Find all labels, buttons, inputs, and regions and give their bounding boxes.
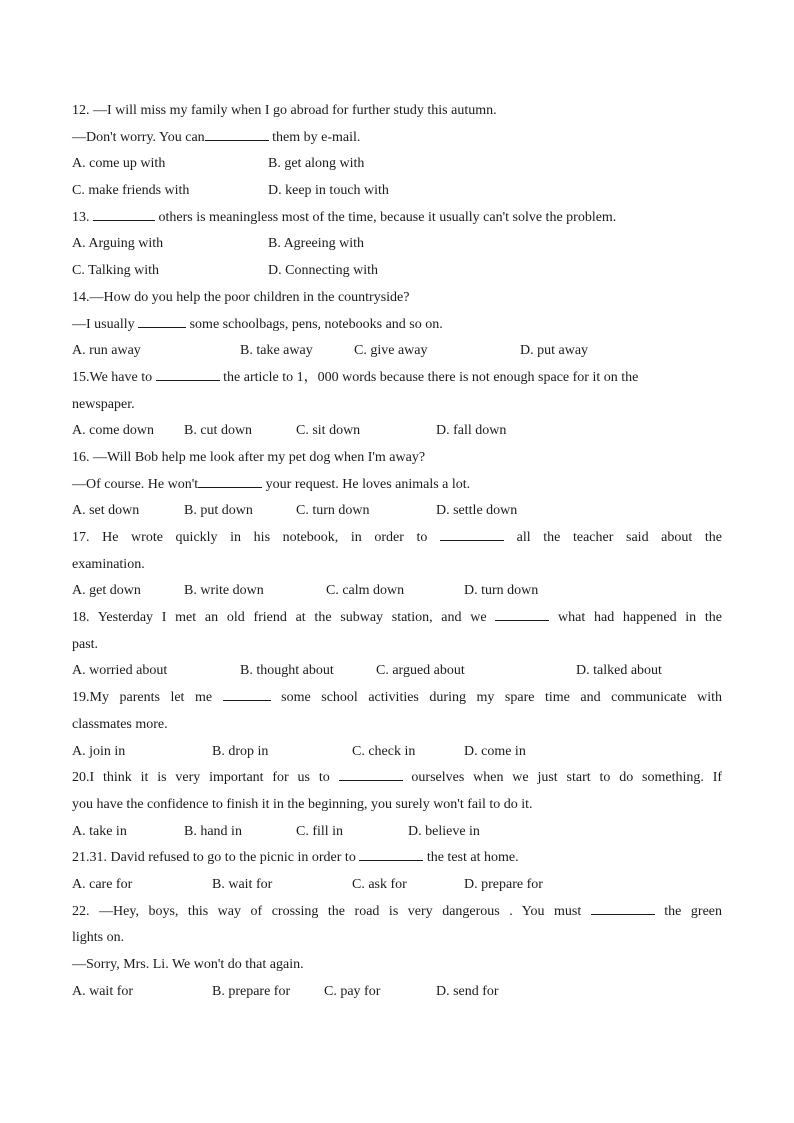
question-22-reply	[72, 952, 722, 979]
option-d: D. settle down	[436, 503, 518, 519]
answer-blank	[495, 606, 549, 621]
option-b: B. cut down	[184, 423, 253, 439]
worksheet	[72, 98, 722, 1005]
question-text: 22. —Hey, boys, this way of crossing the road is very dangerous . You must	[72, 903, 582, 919]
question-text: 15.We have to	[72, 369, 156, 385]
option-d: D. turn down	[464, 583, 539, 599]
option-a: A. come up with	[72, 156, 166, 172]
question-13-options-row2	[72, 258, 722, 285]
question-text: 20.I think it is very important for us to	[72, 770, 330, 786]
question-19-options	[72, 739, 722, 766]
question-17-stem-cont	[72, 552, 722, 579]
question-text: newspaper.	[72, 396, 135, 412]
question-16-options	[72, 498, 722, 525]
question-19-stem-cont	[72, 712, 722, 739]
option-a: A. wait for	[72, 983, 134, 999]
question-18-options	[72, 658, 722, 685]
option-b: B. put down	[184, 503, 253, 519]
question-text: 21.31. David refused to go to the picnic in order to	[72, 850, 360, 866]
question-19-stem	[72, 685, 722, 712]
question-text: your request. He loves animals a lot.	[262, 476, 471, 492]
option-b: B. take away	[240, 343, 313, 359]
question-text: others is meaningless most of the time, because it usually can't solve the problem.	[155, 209, 617, 225]
question-12-stem	[72, 98, 722, 125]
question-15-options	[72, 418, 722, 445]
question-text: examination.	[72, 556, 145, 572]
question-21-stem	[72, 845, 722, 872]
option-c: C. calm down	[326, 583, 405, 599]
option-c: C. turn down	[296, 503, 370, 519]
option-d: D. come in	[464, 743, 526, 759]
option-c: C. pay for	[324, 983, 381, 999]
option-c: C. argued about	[376, 663, 465, 679]
question-12-options-row2	[72, 178, 722, 205]
question-text: classmates more.	[72, 716, 168, 732]
answer-blank	[440, 526, 504, 541]
question-15-stem-cont	[72, 392, 722, 419]
question-18-stem	[72, 605, 722, 632]
option-a: A. come down	[72, 423, 155, 439]
question-15-stem	[72, 365, 722, 392]
question-22-stem	[72, 899, 722, 926]
option-b: B. hand in	[184, 823, 242, 839]
question-16-reply	[72, 472, 722, 499]
option-c: C. sit down	[296, 423, 361, 439]
question-text: ourselves when we just start to do something. If	[411, 770, 722, 786]
question-22-stem-cont	[72, 925, 722, 952]
option-b: B. thought about	[240, 663, 334, 679]
question-text: 12. —I will miss my family when I go abroad for further study this autumn.	[72, 103, 497, 118]
option-a: A. join in	[72, 743, 126, 759]
option-b: B. write down	[184, 583, 264, 599]
question-text: some school activities during my spare time and communicate with	[281, 690, 722, 706]
answer-blank	[591, 900, 655, 915]
question-text: 18. Yesterday I met an old friend at the subway station, and we	[72, 610, 487, 626]
question-text: what had happened in the	[558, 610, 722, 626]
option-b: B. wait for	[212, 876, 273, 892]
question-text: some schoolbags, pens, notebooks and so on.	[189, 316, 443, 332]
answer-blank	[223, 686, 271, 701]
answer-blank	[93, 206, 155, 221]
question-21-options	[72, 872, 722, 899]
option-c: C. check in	[352, 743, 416, 759]
question-text: 16. —Will Bob help me look after my pet dog when I'm away?	[72, 449, 426, 465]
question-text: them by e-mail.	[268, 129, 361, 145]
question-17-stem	[72, 525, 722, 552]
question-text: you have the confidence to finish it in the beginning, you surely won't fail to do it.	[72, 796, 533, 812]
question-text: the test at home.	[423, 850, 519, 866]
question-text: 13.	[72, 209, 93, 225]
option-d: D. put away	[520, 343, 589, 359]
option-c: C. give away	[354, 343, 428, 359]
question-13-options-row1	[72, 231, 722, 258]
option-c: C. fill in	[296, 823, 344, 839]
option-d: D. fall down	[436, 423, 507, 439]
question-13-stem	[72, 205, 722, 232]
option-c: C. make friends with	[72, 183, 190, 199]
option-c: C. Talking with	[72, 263, 160, 279]
question-text: 19.My parents let me	[72, 690, 213, 706]
option-c: C. ask for	[352, 876, 407, 892]
option-d: D. believe in	[408, 823, 480, 839]
option-a: A. Arguing with	[72, 236, 164, 252]
option-a: A. worried about	[72, 663, 168, 679]
question-text: —I usually	[72, 316, 139, 332]
question-22-options	[72, 979, 722, 1006]
question-14-stem	[72, 285, 722, 312]
answer-blank	[138, 313, 186, 328]
question-12-options-row1	[72, 151, 722, 178]
question-18-stem-cont	[72, 632, 722, 659]
option-d: D. keep in touch with	[268, 183, 389, 199]
question-text: —Don't worry. You can	[72, 129, 205, 145]
option-a: A. care for	[72, 876, 133, 892]
option-b: B. Agreeing with	[268, 236, 365, 252]
question-14-reply	[72, 312, 722, 339]
option-d: D. Connecting with	[268, 263, 379, 279]
option-a: A. run away	[72, 343, 141, 359]
question-text: 14.—How do you help the poor children in the countryside?	[72, 289, 410, 305]
option-a: A. set down	[72, 503, 140, 519]
answer-blank	[339, 766, 403, 781]
option-b: B. get along with	[268, 156, 365, 172]
question-text: the article to 1，000 words because there is not enough space for it on the	[219, 369, 639, 385]
question-14-options	[72, 338, 722, 365]
option-b: B. prepare for	[212, 983, 291, 999]
question-text: 17. He wrote quickly in his notebook, in order to	[72, 530, 428, 545]
question-20-options	[72, 819, 722, 846]
option-a: A. get down	[72, 583, 141, 599]
question-text: past.	[72, 636, 99, 652]
question-text: lights on.	[72, 930, 125, 946]
question-16-stem	[72, 445, 722, 472]
option-d: D. send for	[436, 983, 499, 999]
question-text: the green	[664, 903, 722, 919]
question-text: —Sorry, Mrs. Li. We won't do that again.	[72, 957, 304, 972]
option-a: A. take in	[72, 823, 127, 839]
answer-blank	[205, 126, 269, 141]
answer-blank	[156, 366, 220, 381]
question-text: all the teacher said about the	[516, 530, 722, 545]
option-d: D. talked about	[576, 663, 662, 679]
question-12-reply	[72, 125, 722, 152]
answer-blank	[198, 473, 262, 488]
question-20-stem	[72, 765, 722, 792]
question-20-stem-cont	[72, 792, 722, 819]
question-text: —Of course. He won't	[72, 476, 199, 492]
option-d: D. prepare for	[464, 876, 543, 892]
option-b: B. drop in	[212, 743, 269, 759]
answer-blank	[359, 846, 423, 861]
question-17-options	[72, 578, 722, 605]
